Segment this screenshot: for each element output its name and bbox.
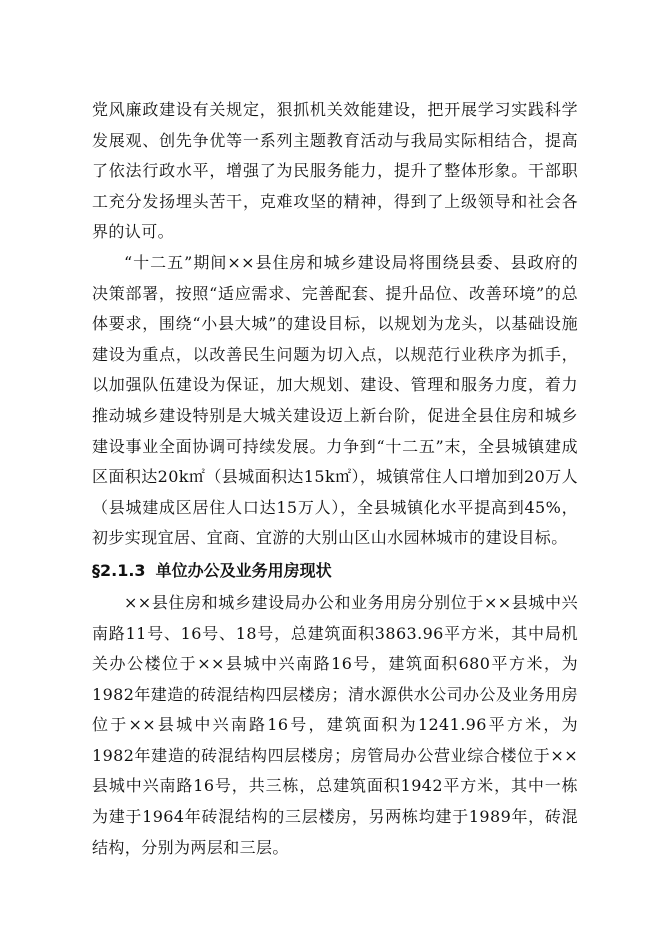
body-paragraph: 党风廉政建设有关规定，狠抓机关效能建设，把开展学习实践科学发展观、创先争优等一系列主题教育活动与我局实际相结合，提高了依法行政水平，增强了为民服务能力，提升了整体形象。干部职工充分发扬埋头苦干，克难攻坚的精神，得到了上级领导和社会各界的认可。 bbox=[92, 100, 578, 242]
section-heading bbox=[92, 554, 578, 588]
section-title: 单位办公及业务用房现状 bbox=[155, 560, 332, 580]
document-page bbox=[92, 95, 578, 863]
body-paragraph: ××县住房和城乡建设局办公和业务用房分别位于××县城中兴南路11号、16号、18号，总建筑面积3863.96平方米，其中局机关办公楼位于××县城中兴南路16号，建筑面积680平方米，为1982年建造的砖混结构四层楼房；清水源供水公司办公及业务用房位于××县城中兴南路16号，建筑面积为1241.96平方米，为1982年建造的砖混结构四层楼房；房管局办公营业综合楼位于××县城中兴南路16号，共三栋，总建筑面积1942平方米，其中一栋为建于1964年砖混结构的三层楼房，另两栋均建于1989年，砖混结构，分别为两层和三层。 bbox=[92, 592, 578, 857]
body-paragraph: “十二五”期间××县住房和城乡建设局将围绕县委、县政府的决策部署，按照“适应需求、完善配套、提升品位、改善环境”的总体要求，围绕“小县大城”的建设目标，以规划为龙头，以基础设施建设为重点，以改善民生问题为切入点，以规范行业秩序为抓手，以加强队伍建设为保证，加大规划、建设、管理和服务力度，着力推动城乡建设特别是大城关建设迈上新台阶，促进全县住房和城乡建设事业全面协调可持续发展。力争到“十二五”末，全县城镇建成区面积达20k㎡（县城面积达15k㎡），城镇常住人口增加到20万人（县城建成区居住人口达15万人），全县城镇化水平提高到45%，初步实现宜居、宜商、宜游的大别山区山水园林城市的建设目标。 bbox=[92, 252, 578, 548]
section-number: §2.1.3 bbox=[92, 560, 146, 580]
